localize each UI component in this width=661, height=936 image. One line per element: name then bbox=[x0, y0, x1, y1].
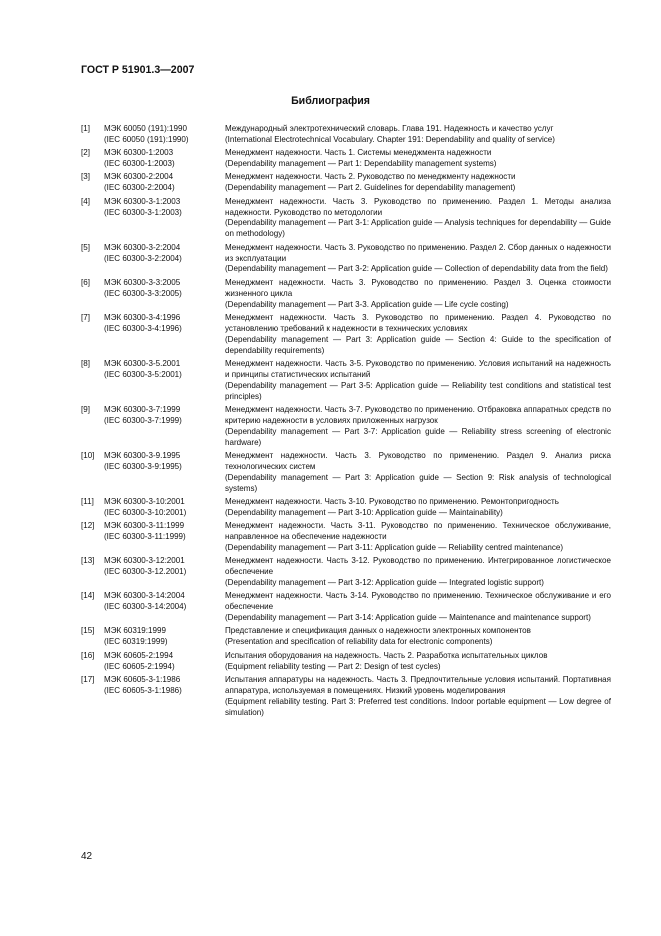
bibliography-entry bbox=[81, 521, 611, 554]
entry-description: Менеджмент надежности. Часть 2. Руководство по менеджменту надежности (Dependability management — Part 2. Guidelines for dependability management) bbox=[225, 172, 516, 193]
entry-number: [12] bbox=[81, 521, 95, 531]
entry-number: [3] bbox=[81, 172, 90, 182]
entry-standard: МЭК 60300-3-7:1999 (IEC 60300-3-7:1999) bbox=[104, 404, 182, 425]
entry-description: Представление и спецификация данных о надежности электронных компонентов (Presentation and specification of reliability data for electronic components) bbox=[225, 626, 531, 647]
bibliography-entry bbox=[81, 651, 611, 673]
entry-standard: МЭК 60300-3-4:1996 (IEC 60300-3-4:1996) bbox=[104, 312, 182, 333]
entry-number: [2] bbox=[81, 148, 90, 158]
document-header: ГОСТ Р 51901.3—2007 bbox=[81, 64, 195, 76]
entry-standard: МЭК 60300-3-1:2003 (IEC 60300-3-1:2003) bbox=[104, 196, 182, 217]
bibliography-entry bbox=[81, 124, 611, 146]
entry-standard: МЭК 60300-2:2004 (IEC 60300-2:2004) bbox=[104, 172, 175, 193]
entry-standard: МЭК 60300-3-5.2001 (IEC 60300-3-5:2001) bbox=[104, 358, 182, 379]
entry-standard: МЭК 60300-1:2003 (IEC 60300-1:2003) bbox=[104, 148, 175, 169]
entry-number: [9] bbox=[81, 404, 90, 414]
bibliography-entry bbox=[81, 626, 611, 648]
entry-description: Менеджмент надежности. Часть 3-10. Руководство по применению. Ремонтопригодность (Dependability management — Part 3-10: Application guide — Maintainability) bbox=[225, 496, 559, 517]
bibliography-entry bbox=[81, 497, 611, 519]
entry-description: Испытания аппаратуры на надежность. Часть 3. Предпочтительные условия испытаний. Портативная аппаратура, используемая в помещениях. Низкий уровень моделирования (Equipment reliability testing. Part 3: Preferred test conditions. Indoor portable equipment — Low degree of simulation) bbox=[225, 674, 611, 717]
bibliography-entry bbox=[81, 243, 611, 276]
entry-description: Менеджмент надежности. Часть 3-12. Руководство по применению. Интегрированное логистическое обеспечение (Dependability management — Part 3-12: Application guide — Integrated logistic support) bbox=[225, 556, 611, 588]
entry-description: Менеджмент надежности. Часть 3-11. Руководство по применению. Техническое обслуживание, направленное на обеспечение надежности (Dependability management — Part 3-11: Application guide — Reliability centred maintenance) bbox=[225, 521, 611, 552]
bibliography-entry bbox=[81, 405, 611, 449]
entry-description: Менеджмент надежности. Часть 3. Руководство по применению. Раздел 3. Оценка стоимости жизненного цикла (Dependability management — Part 3-3. Application guide — Life cycle costing) bbox=[225, 277, 611, 309]
entry-standard: МЭК 60300-3-12:2001 (IEC 60300-3-12.2001) bbox=[104, 556, 187, 577]
entry-number: [10] bbox=[81, 450, 95, 460]
bibliography-entry bbox=[81, 197, 611, 241]
entry-standard: МЭК 60300-3-3:2005 (IEC 60300-3-3:2005) bbox=[104, 277, 182, 298]
entry-description: Международный электротехнический словарь. Глава 191. Надежность и качество услуг (International Electrotechnical Vocabulary. Chapter 191: Dependability and quality of service) bbox=[225, 124, 555, 144]
entry-number: [5] bbox=[81, 242, 90, 252]
entry-description: Менеджмент надежности. Часть 1. Системы менеджмента надежности (Dependability management — Part 1: Dependability management systems) bbox=[225, 148, 497, 169]
entry-number: [6] bbox=[81, 277, 90, 287]
entry-number: [14] bbox=[81, 591, 95, 601]
entry-standard: МЭК 60300-3-14:2004 (IEC 60300-3-14:2004) bbox=[104, 591, 187, 612]
entry-number: [4] bbox=[81, 196, 90, 206]
entry-number: [13] bbox=[81, 556, 95, 566]
bibliography-list bbox=[81, 124, 611, 721]
entry-number: [8] bbox=[81, 358, 90, 368]
section-title: Библиография bbox=[291, 95, 370, 107]
entry-description: Менеджмент надежности. Часть 3. Руководство по применению. Раздел 1. Методы анализа надежности. Руководство по методологии (Dependability management — Part 3-1: Application guide — Analysis techniques for dependability — Guide on methodology) bbox=[225, 196, 611, 239]
entry-standard: МЭК 60300-3-2:2004 (IEC 60300-3-2:2004) bbox=[104, 242, 182, 263]
entry-description: Менеджмент надежности. Часть 3. Руководство по применению. Раздел 9. Анализ риска технологических систем (Dependability management — Part 3: Application guide — Section 9: Risk analysis of technological systems) bbox=[225, 450, 611, 493]
entry-number: [7] bbox=[81, 312, 90, 322]
entry-description: Менеджмент надежности. Часть 3-5. Руководство по применению. Условия испытаний на надежность и принципы статистических испытаний (Dependability management — Part 3-5: Application guide — Reliability test conditions and statistical test principles) bbox=[225, 358, 611, 401]
bibliography-entry bbox=[81, 675, 611, 719]
bibliography-entry bbox=[81, 591, 611, 624]
bibliography-entry bbox=[81, 148, 611, 170]
page-number: 42 bbox=[81, 851, 93, 862]
entry-standard: МЭК 60605-2:1994 (IEC 60605-2:1994) bbox=[104, 650, 175, 671]
entry-number: [1] bbox=[81, 124, 90, 133]
entry-standard: МЭК 60319:1999 (IEC 60319:1999) bbox=[104, 626, 168, 647]
entry-number: [16] bbox=[81, 650, 95, 660]
bibliography-entry bbox=[81, 278, 611, 311]
entry-standard: МЭК 60300-3-9.1995 (IEC 60300-3-9:1995) bbox=[104, 450, 182, 471]
bibliography-entry bbox=[81, 556, 611, 589]
entry-description: Менеджмент надежности. Часть 3-7. Руководство по применению. Отбраковка аппаратных средств по критерию надежности в условиях приложенных нагрузок (Dependability management — Part 3-7: Application guide — Reliability stress screening of electronic hardware) bbox=[225, 404, 611, 447]
entry-description: Менеджмент надежности. Часть 3. Руководство по применению. Раздел 4. Руководство по установлению требований к надежности в технических условиях (Dependability management — Part 3: Application guide — Section 4: Guide to the specification of dependability requirements) bbox=[225, 312, 611, 355]
entry-standard: МЭК 60605-3-1:1986 (IEC 60605-3-1:1986) bbox=[104, 674, 182, 695]
bibliography-entry bbox=[81, 172, 611, 194]
entry-description: Менеджмент надежности. Часть 3-14. Руководство по применению. Техническое обслуживание и его обеспечение (Dependability management — Part 3-14: Application guide — Maintenance and maintenance support) bbox=[225, 591, 611, 623]
entry-standard: МЭК 60300-3-11:1999 (IEC 60300-3-11:1999) bbox=[104, 521, 186, 542]
entry-number: [11] bbox=[81, 496, 94, 506]
bibliography-entry bbox=[81, 359, 611, 403]
entry-description: Испытания оборудования на надежность. Часть 2. Разработка испытательных циклов (Equipment reliability testing — Part 2: Design of test cycles) bbox=[225, 650, 548, 671]
entry-number: [15] bbox=[81, 626, 95, 636]
entry-standard: МЭК 60300-3-10:2001 (IEC 60300-3-10:2001) bbox=[104, 496, 187, 517]
entry-standard: МЭК 60050 (191):1990 (IEC 60050 (191):1990) bbox=[104, 124, 189, 144]
entry-description: Менеджмент надежности. Часть 3. Руководство по применению. Раздел 2. Сбор данных о надежности из эксплуатации (Dependability management — Part 3-2: Application guide — Collection of dependability data from the field) bbox=[225, 242, 611, 274]
bibliography-entry bbox=[81, 451, 611, 495]
entry-number: [17] bbox=[81, 674, 95, 684]
bibliography-entry bbox=[81, 313, 611, 357]
